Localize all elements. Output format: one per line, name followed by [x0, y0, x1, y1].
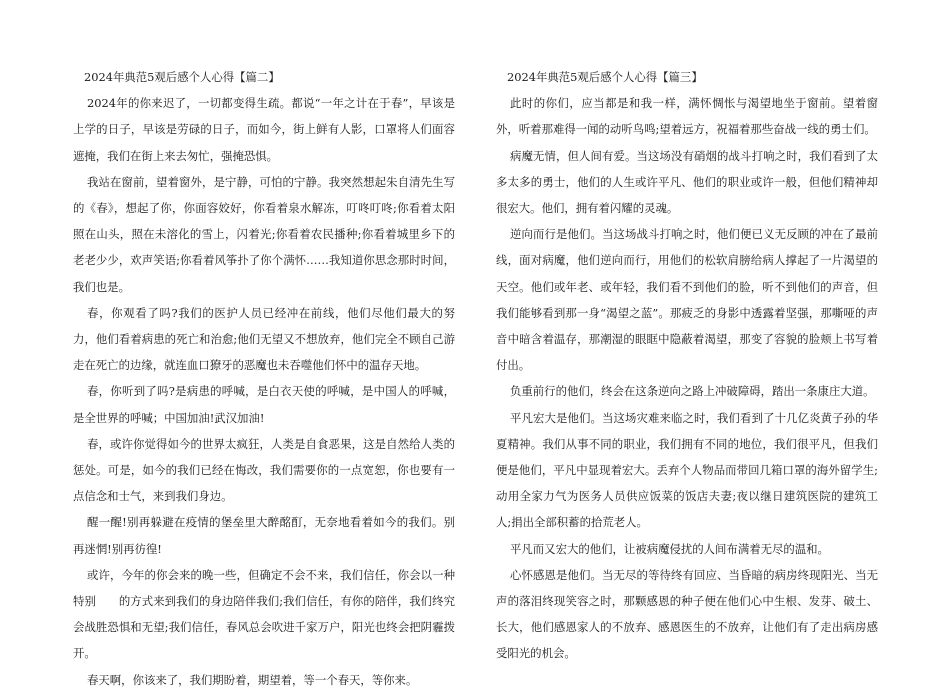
section-heading: 2024年典范5观后感个人心得【篇三】: [507, 70, 703, 84]
paragraph: 此时的你们，应当都是和我一样，满怀惆怅与渴望地坐于窗前。望着窗外，听着那难得一闻的动听鸟鸣;望着远方，祝福着那些奋战一线的勇士们。: [496, 96, 878, 137]
paragraph: 春，你听到了吗?是病患的呼喊，是白衣天使的呼喊，是中国人的呼喊，是全世界的呼喊；中国加油!武汉加油!: [73, 384, 455, 425]
paragraph: 我站在窗前，望着窗外，是宁静，可怕的宁静。我突然想起朱自清先生写的《春》，想起了你，你面容姣好，你看着泉水解冻，叮咚叮咚;你看着太阳照在山头，照在未溶化的雪上，闪着光;你看着农民播种;你看着城里乡下的老老少少，欢声笑语;你看着风筝扑了你个满怀……我知道你思念那时时间，我们也是。: [73, 174, 455, 294]
paragraph: 平凡宏大是他们。当这场灾难来临之时，我们看到了十几亿炎黄子孙的华夏精神。我们从事不同的职业，我们拥有不同的地位，我们很平凡，但我们便是他们，平凡中显现着宏大。丢弃个人物品而带回几箱口罩的海外留学生;动用全家力气为医务人员供应饭菜的饭店夫妻;夜以继日建筑医院的建筑工人;捐出全部积蓄的拾荒老人。: [496, 410, 878, 530]
paragraph: 负重前行的他们，终会在这条逆向之路上冲破障碍，踏出一条康庄大道。: [510, 384, 875, 399]
paragraph: 春，或许你觉得如今的世界太疯狂，人类是自食恶果，这是自然给人类的惩处。可是，如今的我们已经在悔改，我们需要你的一点宽恕，你也要有一点信念和士气，来到我们身边。: [73, 436, 455, 504]
paragraph: 春，你观看了吗?我们的医护人员已经冲在前线，他们尽他们最大的努力，他们看着病患的死亡和治愈;他们无望又不想放弃，他们完全不顾自己游走在死亡的边缘，就连血口獠牙的恶魔也未吞噬他们怀中的温存天地。: [73, 305, 455, 373]
paragraph: 心怀感恩是他们。当无尽的等待终有回应、当昏暗的病房终现阳光、当无声的落泪终现笑容之时，那颗感恩的种子便在他们心中生根、发芽、破土、长大，他们感恩家人的不放弃、感恩医生的不放弃，让他们有了走出病房感受阳光的机会。: [496, 567, 878, 661]
paragraph: 平凡而又宏大的他们，让被病魔侵扰的人间布满着无尽的温和。: [510, 541, 829, 556]
paragraph: 春天啊，你该来了，我们期盼着，期望着，等一个春天，等你来。: [87, 672, 418, 687]
section-heading: 2024年典范5观后感个人心得【篇二】: [84, 70, 280, 84]
paragraph: 2024年的你来迟了，一切都变得生疏。都说“一年之计在于春”，早该是上学的日子，早该是劳碌的日子，而如今，街上鲜有人影，口罩将人们面容遮掩，我们在街上来去匆忙，强掩恐惧。: [73, 96, 455, 163]
paragraph: 或许，今年的你会来的晚一些，但确定不会不来，我们信任，你会以一种特别 的方式来到我们的身边陪伴我们;我们信任，有你的陪伴，我们终究会战胜恐惧和无望;我们信任，春风总会吹进千家万户，阳光也终会把阴霾拨开。: [73, 567, 455, 661]
paragraph: 逆向而行是他们。当这场战斗打响之时，他们便已义无反顾的冲在了最前线，面对病魔，他们逆向而行，用他们的松软肩膀给病人撑起了一片渴望的天空。他们或年老、或年轻，我们看不到他们的脸，听不到他们的声音，但我们能够看到那一身“渴望之蓝”。那疲乏的身影中透露着坚强，那嘶哑的声音中暗含着温存，那潮湿的眼眶中隐蔽着渴望，那变了容貌的脸颊上书写着付出。: [496, 227, 878, 373]
paragraph: 醒一醒!别再躲避在疫情的堡垒里大醉酩酊，无奈地看着如今的我们。别再迷惘!别再彷徨!: [73, 515, 455, 556]
paragraph: 病魔无情，但人间有爱。当这场没有硝烟的战斗打响之时，我们看到了太多太多的勇士，他们的人生或许平凡、他们的职业或许一般，但他们精神却很宏大。他们，拥有着闪耀的灵魂。: [496, 148, 878, 216]
right-column: [496, 64, 878, 667]
left-column: [73, 64, 455, 693]
